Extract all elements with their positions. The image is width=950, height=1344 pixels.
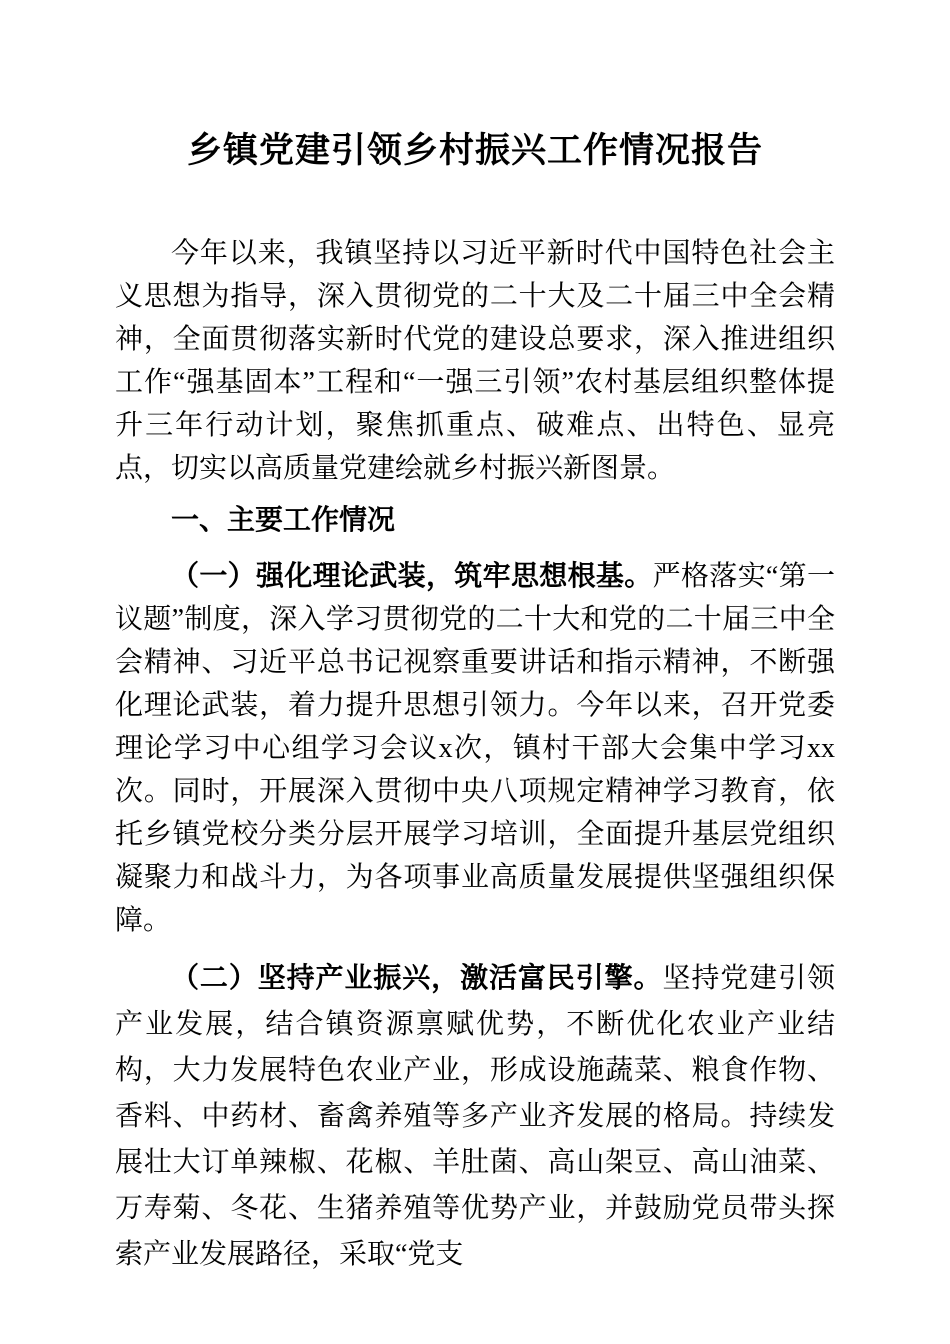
paragraph-1-lead: （一）强化理论武装，筑牢思想根基。 bbox=[171, 561, 653, 592]
paragraph-1-body: 严格落实“第一议题”制度，深入学习贯彻党的二十大和党的二十届三中全会精神、习近平总书记视察重要讲话和指示精神，不断强化理论武装，着力提升思想引领力。今年以来，召开党委理论学习中心组学习会议x次，镇村干部大会集中学习xx次。同时，开展深入贯彻中央八项规定精神学习教育，依托乡镇党校分类分层开展学习培训，全面提升基层党组织凝聚力和战斗力，为各项事业高质量发展提供坚强组织保障。 bbox=[115, 561, 835, 936]
intro-paragraph: 今年以来，我镇坚持以习近平新时代中国特色社会主义思想为指导，深入贯彻党的二十大及二十届三中全会精神，全面贯彻落实新时代党的建设总要求，深入推进组织工作“强基固本”工程和“一强三引领”农村基层组织整体提升三年行动计划，聚焦抓重点、破难点、出特色、显亮点，切实以高质量党建绘就乡村振兴新图景。 bbox=[115, 238, 835, 484]
section-heading: 一、主要工作情况 bbox=[171, 504, 396, 535]
paragraph-2-lead: （二）坚持产业振兴，激活富民引擎。 bbox=[171, 963, 663, 994]
document-title: 乡镇党建引领乡村振兴工作情况报告 bbox=[186, 131, 763, 170]
paragraph-2-body: 坚持党建引领产业发展，结合镇资源禀赋优势，不断优化农业产业结构，大力发展特色农业产业，形成设施蔬菜、粮食作物、香料、中药材、畜禽养殖等多产业齐发展的格局。持续发展壮大订单辣椒、花椒、羊肚菌、高山架豆、高山油菜、万寿菊、冬花、生猪养殖等优势产业，并鼓励党员带头探索产业发展路径，采取“党支 bbox=[115, 963, 835, 1270]
paragraph-item-1 bbox=[115, 555, 835, 942]
paragraph-item-2 bbox=[115, 956, 835, 1278]
